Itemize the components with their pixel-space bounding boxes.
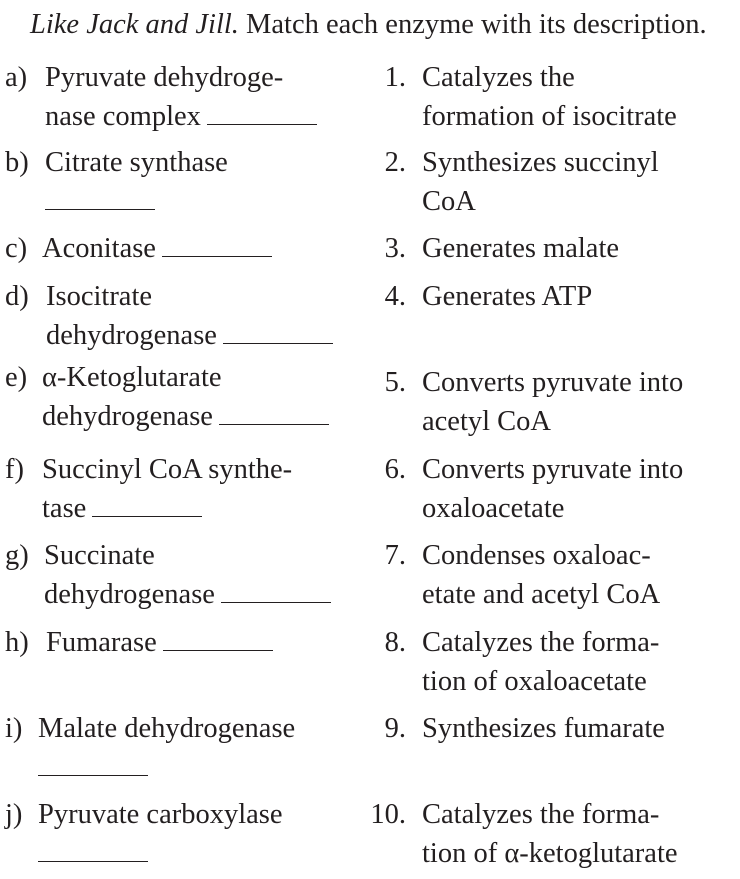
enzyme-letter: j) xyxy=(5,799,23,830)
description-number: 8. xyxy=(384,627,406,658)
description-line: Converts pyruvate into xyxy=(422,454,684,485)
description-line: Converts pyruvate into xyxy=(422,367,684,398)
description-line: Synthesizes fumarate xyxy=(422,713,665,744)
description-line: Synthesizes succinyl xyxy=(422,147,659,178)
answer-blank[interactable] xyxy=(219,398,329,425)
enzyme-name-line: Isocitrate xyxy=(46,281,153,312)
instructions-text: Match each enzyme with its description. xyxy=(238,9,707,40)
description-line: tion of α-ketoglutarate xyxy=(422,838,678,869)
enzyme-name-line: Citrate synthase xyxy=(45,147,228,178)
enzyme-name-line: dehydrogenase xyxy=(46,320,217,351)
description-number: 4. xyxy=(384,281,406,312)
enzyme-letter: b) xyxy=(5,147,29,178)
enzyme-letter: d) xyxy=(5,281,29,312)
description-number: 1. xyxy=(384,62,406,93)
enzyme-letter: f) xyxy=(5,454,24,485)
description-line: Catalyzes the forma- xyxy=(422,799,660,830)
description-number: 3. xyxy=(384,233,406,264)
enzyme-letter: i) xyxy=(5,713,23,744)
enzyme-name-line: Pyruvate carboxylase xyxy=(38,799,283,830)
answer-blank[interactable] xyxy=(92,490,202,517)
description-line: Catalyzes the xyxy=(422,62,575,93)
enzyme-name-line: Fumarase xyxy=(46,627,157,658)
description-line: tion of oxaloacetate xyxy=(422,666,647,697)
enzyme-name-line: tase xyxy=(42,493,87,524)
enzyme-name-line: Succinate xyxy=(44,540,155,571)
answer-blank[interactable] xyxy=(45,183,155,210)
enzyme-name-line: dehydrogenase xyxy=(44,579,215,610)
description-line: formation of isocitrate xyxy=(422,101,677,132)
answer-blank[interactable] xyxy=(38,835,148,862)
answer-blank[interactable] xyxy=(207,98,317,125)
enzyme-name-line: Succinyl CoA synthe- xyxy=(42,454,293,485)
description-line: Generates malate xyxy=(422,233,620,264)
enzyme-letter: g) xyxy=(5,540,29,571)
description-line: acetyl CoA xyxy=(422,406,552,437)
enzyme-name-line: α-Ketoglutarate xyxy=(42,362,222,393)
description-line: Generates ATP xyxy=(422,281,593,312)
answer-blank[interactable] xyxy=(221,576,331,603)
description-number: 10. xyxy=(370,799,406,830)
description-line: etate and acetyl CoA xyxy=(422,579,661,610)
description-line: Catalyzes the forma- xyxy=(422,627,660,658)
enzyme-name-line: Pyruvate dehydroge- xyxy=(45,62,284,93)
enzyme-name-line: Aconitase xyxy=(42,233,156,264)
instructions-italic: Like Jack and Jill. xyxy=(30,9,239,40)
answer-blank[interactable] xyxy=(38,749,148,776)
instructions xyxy=(30,5,707,44)
enzyme-name-line: dehydrogenase xyxy=(42,401,213,432)
enzyme-letter: a) xyxy=(5,62,28,93)
description-line: oxaloacetate xyxy=(422,493,565,524)
enzyme-name-line: nase complex xyxy=(45,101,201,132)
enzyme-letter: c) xyxy=(5,233,28,264)
enzyme-name-line: Malate dehydrogenase xyxy=(38,713,296,744)
description-line: Condenses oxaloac- xyxy=(422,540,651,571)
description-number: 5. xyxy=(384,367,406,398)
answer-blank[interactable] xyxy=(223,317,333,344)
description-number: 2. xyxy=(384,147,406,178)
description-number: 6. xyxy=(384,454,406,485)
answer-blank[interactable] xyxy=(163,624,273,651)
enzyme-letter: e) xyxy=(5,362,28,393)
description-line: CoA xyxy=(422,186,476,217)
enzyme-letter: h) xyxy=(5,627,29,658)
description-number: 9. xyxy=(384,713,406,744)
answer-blank[interactable] xyxy=(162,230,272,257)
description-number: 7. xyxy=(384,540,406,571)
